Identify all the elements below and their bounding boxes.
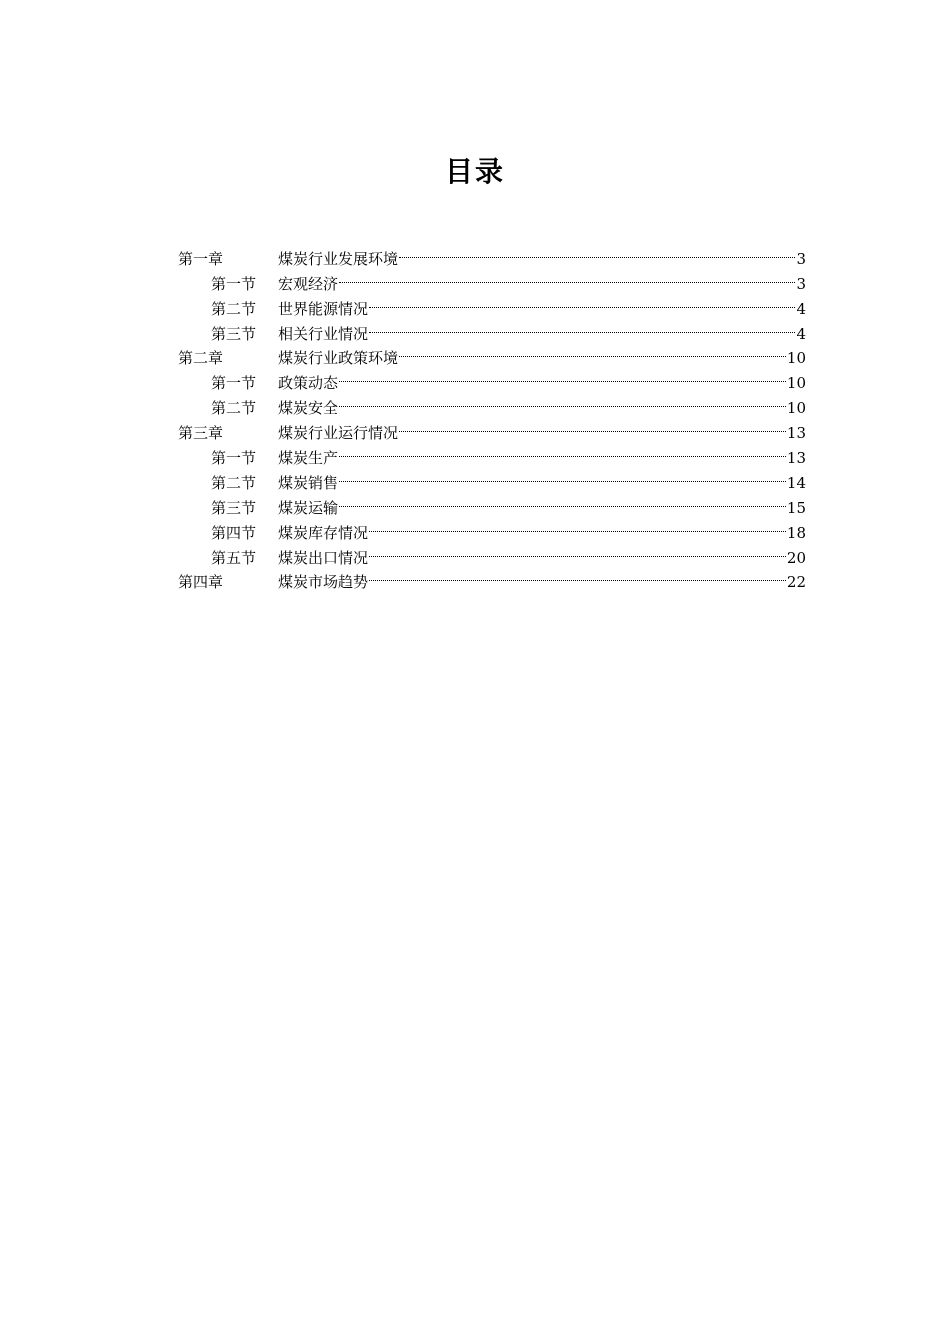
toc-entry-page-number: 10 [786,349,806,368]
toc-entry-label: 第三节 [211,324,257,343]
toc-entry-page-number: 3 [796,274,806,293]
toc-entry-page-number: 3 [796,249,806,268]
toc-entry-label: 第四章 [178,573,224,592]
toc-entry-page-number: 15 [786,498,806,517]
dot-leader [338,488,787,513]
toc-entry-page-number: 4 [796,324,806,343]
toc-entry-title: 煤炭市场趋势 [278,573,369,592]
toc-entry-page-number: 22 [786,573,806,592]
dot-leader [368,314,796,339]
toc-entry-title: 煤炭生产 [278,449,339,468]
toc-entry-title: 煤炭库存情况 [278,523,369,542]
toc-entry-label: 第一章 [178,249,224,268]
toc-entry-title: 煤炭行业发展环境 [278,249,399,268]
toc-entry-label: 第四节 [211,523,257,542]
toc-entry-label: 第一节 [211,449,257,468]
toc-entry-title: 煤炭行业运行情况 [278,424,399,443]
toc-entry-page-number: 18 [786,523,806,542]
dot-leader [338,363,787,388]
toc-entry-label: 第五节 [211,548,257,567]
toc-entry-chapter-1[interactable] [178,239,806,268]
toc-entry-title: 煤炭出口情况 [278,548,369,567]
toc-entry-label: 第一节 [211,374,257,393]
page-title: 目录 [444,155,505,188]
dot-leader [398,413,787,438]
dot-leader [368,289,796,314]
toc-entry-label: 第二章 [178,349,224,368]
toc-entry-title: 煤炭销售 [278,473,339,492]
toc-entry-title: 宏观经济 [278,274,339,293]
toc-entry-page-number: 10 [786,399,806,418]
dot-leader [338,388,787,413]
toc-entry-title: 相关行业情况 [278,324,369,343]
dot-leader [338,264,796,289]
toc-entry-title: 煤炭行业政策环境 [278,349,399,368]
toc-entry-page-number: 14 [786,473,806,492]
toc-entry-title: 煤炭运输 [278,498,339,517]
toc-entry-page-number: 10 [786,374,806,393]
dot-leader [398,239,796,264]
dot-leader [398,339,787,364]
dot-leader [368,538,787,563]
table-of-contents [178,239,806,592]
toc-entry-title: 煤炭安全 [278,399,339,418]
toc-entry-page-number: 20 [786,548,806,567]
toc-entry-page-number: 4 [796,299,806,318]
toc-entry-label: 第二节 [211,473,257,492]
toc-entry-page-number: 13 [786,449,806,468]
dot-leader [368,513,787,538]
dot-leader [338,463,787,488]
toc-entry-label: 第二节 [211,399,257,418]
dot-leader [368,563,787,588]
toc-entry-label: 第二节 [211,299,257,318]
toc-entry-label: 第三节 [211,498,257,517]
toc-entry-title: 世界能源情况 [278,299,369,318]
toc-entry-label: 第三章 [178,424,224,443]
toc-entry-title: 政策动态 [278,374,339,393]
toc-entry-page-number: 13 [786,424,806,443]
dot-leader [338,438,787,463]
toc-entry-label: 第一节 [211,274,257,293]
